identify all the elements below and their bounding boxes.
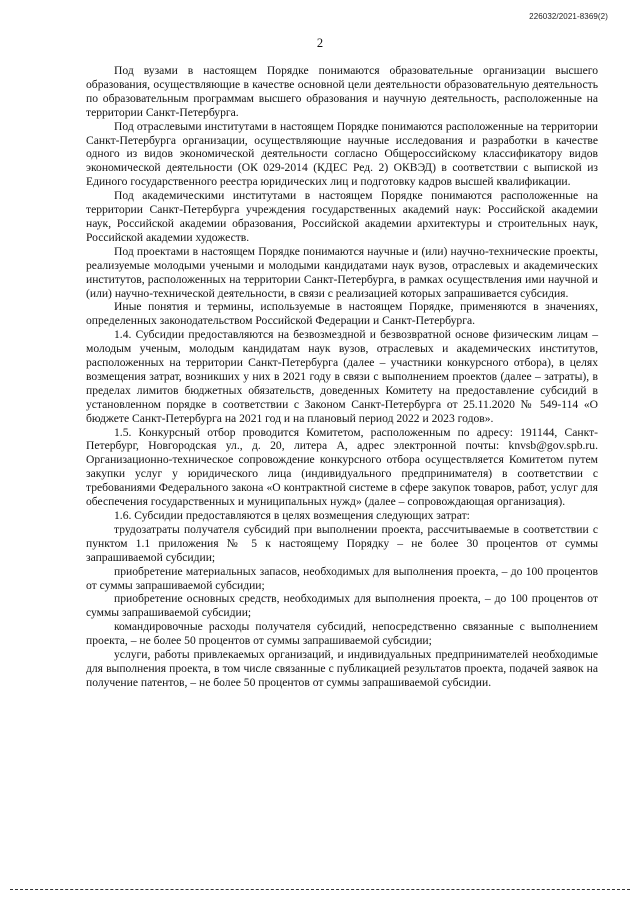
paragraph-1-5: 1.5. Конкурсный отбор проводится Комитетом, расположенным по адресу: 191144, Санкт-Петербург, Новгородская ул., д. 20, литера А, адрес электронной почты: knvsb@gov.spb.ru. Организационно-техническое сопровождение конкурсного отбора осуществляется Комитетом путем закупки услуг у юридического лица (индивидуального предпринимателя) в соответствии с требованиями Федерального закона «О контрактной системе в сфере закупок товаров, работ, услуг для обеспечения государственных и муниципальных нужд» (далее – сопровождающая организация). xyxy=(86,425,598,509)
paragraph-1-4: 1.4. Субсидии предоставляются на безвозмездной и безвозвратной основе физическим лицам – молодым ученым, молодым кандидатам наук вузов, отраслевых и академических институтов, расположенных на территории Санкт-Петербурга (далее – участники конкурсного отбора), в целях возмещения затрат, возникших у них в 2021 году в связи с выполнением проектов (далее – затраты), в пределах лимитов бюджетных обязательств, доведенных Комитету на предоставление субсидий в установленном порядке в соответствии с Законом Санкт-Петербурга от 25.11.2020 № 549-114 «О бюджете Санкт-Петербурга на 2021 год и на плановый период 2022 и 2023 годов». xyxy=(86,328,598,425)
page-bottom-divider xyxy=(10,889,630,890)
list-item-travel-expenses: командировочные расходы получателя субсидий, непосредственно связанные с выполнением проекта, – не более 50 процентов от суммы запрашиваемой субсидии; xyxy=(86,620,598,648)
paragraph-projects-definition: Под проектами в настоящем Порядке понимаются научные и (или) научно-технические проекты, реализуемые молодыми учеными и молодыми кандидатами наук вузов, отраслевых и академических институтов, расположенных на территории Санкт-Петербурга, в рамках осуществления ими научной и (или) научно-технической деятельности, в связи с реализацией которых запрашивается субсидия. xyxy=(86,244,598,300)
paragraph-academic-institutes-definition: Под академическими институтами в настоящем Порядке понимаются расположенные на территории Санкт-Петербурга учреждения государственных академий наук: Российской академии наук, Российской академии образования, Российской академии архитектуры и строительных наук, Российской академии художеств. xyxy=(86,189,598,244)
page-number: 2 xyxy=(316,36,324,50)
list-item-materials: приобретение материальных запасов, необходимых для выполнения проекта, – до 100 процентов от суммы запрашиваемой субсидии; xyxy=(86,564,598,592)
paragraph-other-terms: Иные понятия и термины, используемые в настоящем Порядке, применяются в значениях, определенных законодательством Российской Федерации и Санкт-Петербурга. xyxy=(86,300,598,328)
paragraph-sector-institutes-definition: Под отраслевыми институтами в настоящем Порядке понимаются расположенные на территории Санкт-Петербурга организации, осуществляющие научные исследования и разработки в качестве одного из видов экономической деятельности согласно Общероссийскому классификатору видов экономической деятельности (ОК 029-2014 (КДЕС Ред. 2) ОКВЭД) в соответствии с выпиской из Единого государственного реестра юридических лиц и подготовку кадров высшей квалификации. xyxy=(86,119,598,189)
list-item-labor-costs: трудозатраты получателя субсидий при выполнении проекта, рассчитываемые в соответствии с пунктом 1.1 приложения № 5 к настоящему Порядку – не более 30 процентов от суммы запрашиваемой субсидии; xyxy=(86,522,598,564)
document-body xyxy=(86,64,598,690)
document-id: 226032/2021-8369(2) xyxy=(529,12,608,21)
list-item-fixed-assets: приобретение основных средств, необходимых для выполнения проекта, – до 100 процентов от суммы запрашиваемой субсидии; xyxy=(86,592,598,620)
list-item-contractor-services: услуги, работы привлекаемых организаций, и индивидуальных предпринимателей необходимые для выполнения проекта, в том числе связанные с публикацией результатов проекта, подачей заявок на получение патентов, – не более 50 процентов от суммы запрашиваемой субсидии. xyxy=(86,648,598,689)
paragraph-universities-definition: Под вузами в настоящем Порядке понимаются образовательные организации высшего образования, осуществляющие в качестве основной цели деятельности образовательную деятельность по образовательным программам высшего образования и научную деятельность, расположенные на территории Санкт-Петербурга. xyxy=(86,64,598,119)
paragraph-1-6: 1.6. Субсидии предоставляются в целях возмещения следующих затрат: xyxy=(114,509,470,522)
